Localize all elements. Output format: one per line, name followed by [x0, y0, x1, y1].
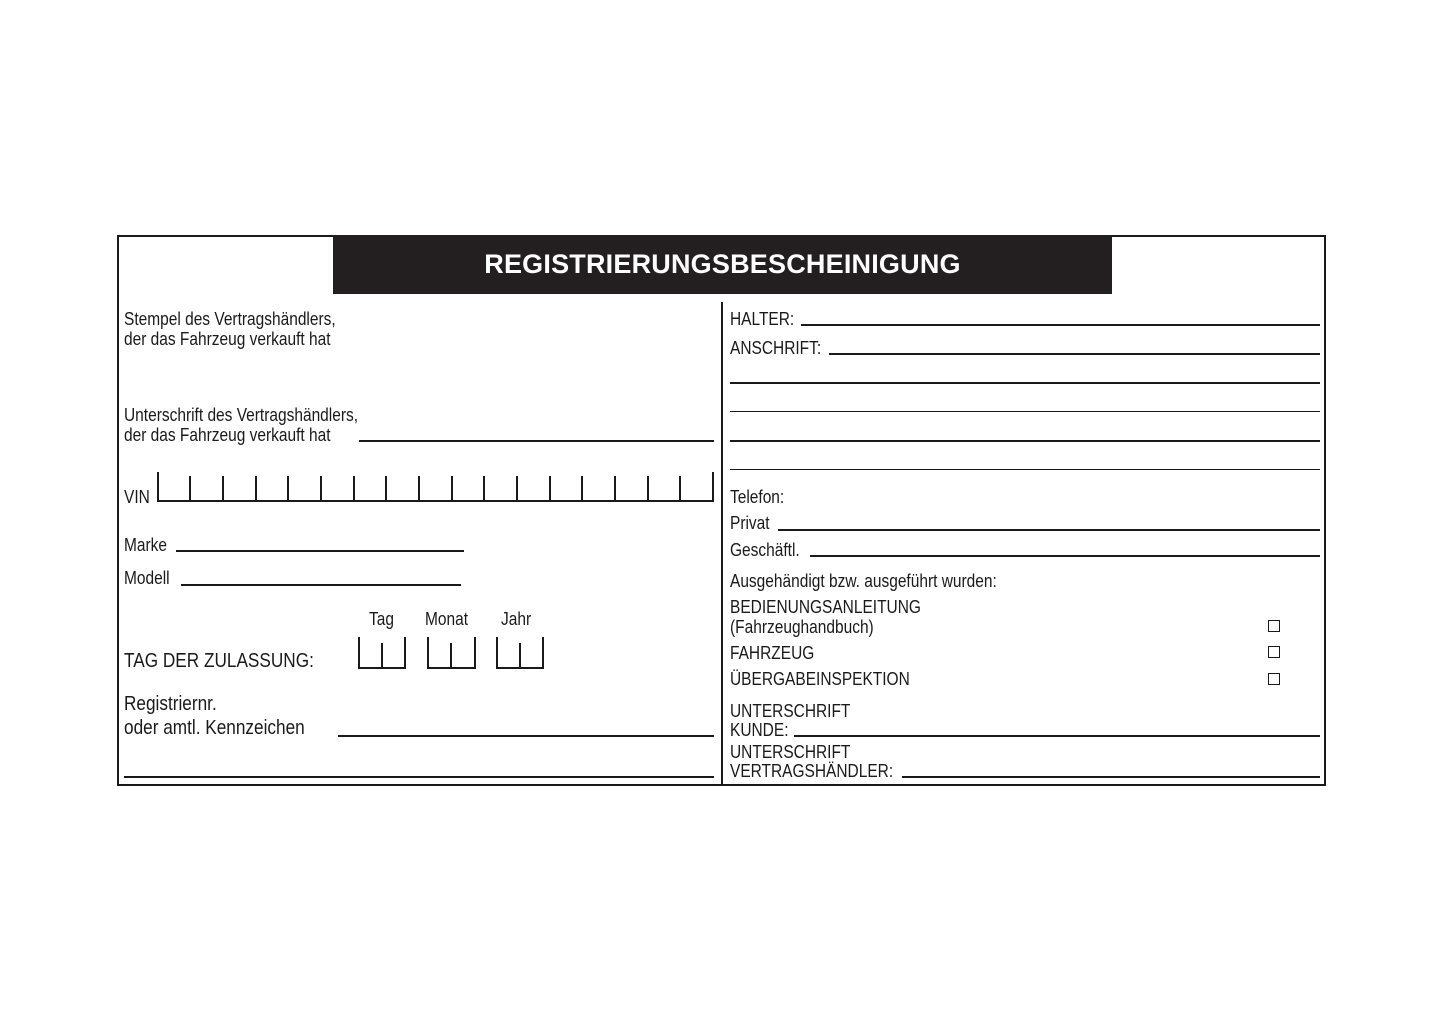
- dealer-signature-right-label-line1: UNTERSCHRIFT: [730, 742, 851, 762]
- registration-year-boxes[interactable]: [496, 637, 544, 669]
- address-field-line4[interactable]: [730, 440, 1320, 442]
- brand-label: Marke: [124, 535, 168, 555]
- model-label: Modell: [124, 568, 170, 588]
- holder-field[interactable]: [801, 324, 1320, 326]
- year-label: Jahr: [501, 609, 532, 629]
- phone-label: Telefon:: [730, 487, 785, 507]
- manual-label-line2: (Fahrzeughandbuch): [730, 617, 874, 637]
- inspection-checkbox[interactable]: [1268, 673, 1280, 685]
- address-field-line3[interactable]: [730, 411, 1320, 412]
- handed-over-label: Ausgehändigt bzw. ausgeführt wurden:: [730, 571, 997, 591]
- business-phone-field[interactable]: [810, 555, 1320, 557]
- model-field[interactable]: [181, 584, 461, 586]
- vin-label: VIN: [124, 487, 150, 507]
- month-label: Monat: [425, 609, 469, 629]
- brand-field[interactable]: [176, 550, 464, 552]
- address-field-line2[interactable]: [730, 382, 1320, 384]
- registration-date-label: TAG DER ZULASSUNG:: [124, 650, 314, 672]
- registration-month-boxes[interactable]: [427, 637, 476, 669]
- registration-number-field[interactable]: [338, 735, 714, 737]
- customer-signature-label-line2: KUNDE:: [730, 720, 789, 740]
- private-phone-field[interactable]: [778, 529, 1320, 531]
- address-label: ANSCHRIFT:: [730, 338, 822, 358]
- registration-day-boxes[interactable]: [358, 637, 406, 669]
- private-phone-label: Privat: [730, 513, 770, 533]
- column-divider: [721, 302, 723, 786]
- business-phone-label: Geschäftl.: [730, 540, 800, 560]
- dealer-signature-label-line2: der das Fahrzeug verkauft hat: [124, 425, 331, 445]
- customer-signature-label-line1: UNTERSCHRIFT: [730, 701, 851, 721]
- form-title: REGISTRIERUNGSBESCHEINIGUNG: [333, 235, 1112, 294]
- registration-number-label-line1: Registriernr.: [124, 693, 217, 715]
- registration-number-label-line2: oder amtl. Kennzeichen: [124, 717, 305, 739]
- dealer-signature-right-label-line2: VERTRAGSHÄNDLER:: [730, 761, 894, 781]
- vehicle-label: FAHRZEUG: [730, 643, 815, 663]
- dealer-signature-label-line1: Unterschrift des Vertragshändlers,: [124, 405, 359, 425]
- dealer-signature-field[interactable]: [359, 440, 714, 442]
- day-label: Tag: [369, 609, 394, 629]
- vin-input-boxes[interactable]: [157, 471, 714, 502]
- manual-label-line1: BEDIENUNGSANLEITUNG: [730, 597, 921, 617]
- dealer-signature-right-field[interactable]: [902, 776, 1320, 778]
- dealer-stamp-label-line1: Stempel des Vertragshändlers,: [124, 309, 336, 329]
- address-field-line5[interactable]: [730, 469, 1320, 470]
- manual-checkbox[interactable]: [1268, 620, 1280, 632]
- registration-number-extra-line[interactable]: [124, 776, 714, 778]
- address-field-line1[interactable]: [829, 353, 1320, 355]
- customer-signature-field[interactable]: [794, 735, 1320, 737]
- holder-label: HALTER:: [730, 309, 795, 329]
- inspection-label: ÜBERGABEINSPEKTION: [730, 669, 910, 689]
- dealer-stamp-label-line2: der das Fahrzeug verkauft hat: [124, 329, 331, 349]
- vehicle-checkbox[interactable]: [1268, 646, 1280, 658]
